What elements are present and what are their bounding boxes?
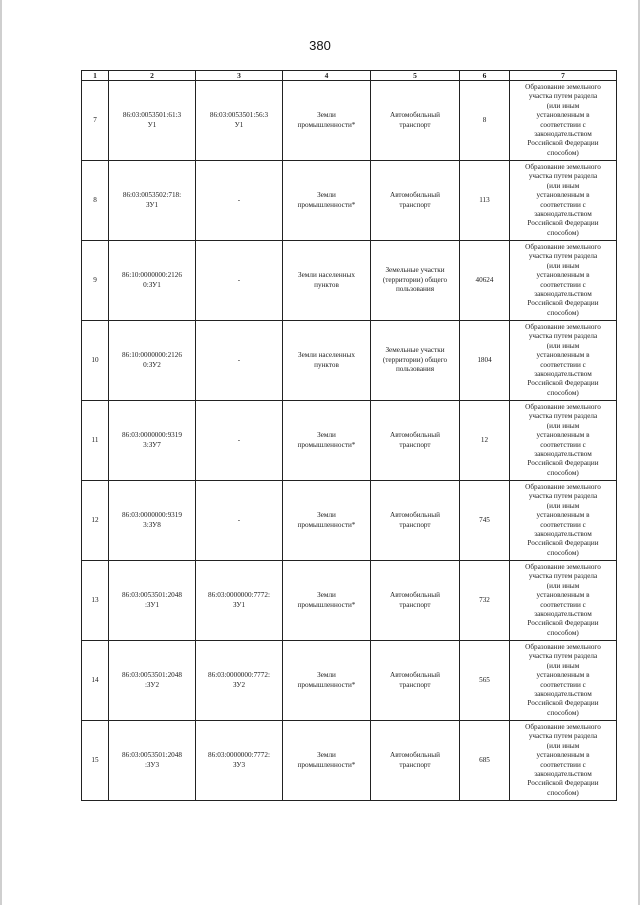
col-header: 2 xyxy=(109,71,196,81)
formation-method-cell: Образование земельного участка путем раздела (или иным установленным в соответствии с законодательством Российской Федерации способом) xyxy=(510,561,617,641)
cadastral-number-cell: 86:10:0000000:2126 0:ЗУ2 xyxy=(109,321,196,401)
formation-method-cell: Образование земельного участка путем раздела (или иным установленным в соответствии с законодательством Российской Федерации способом) xyxy=(510,721,617,801)
area-cell: 40624 xyxy=(460,241,510,321)
area-cell: 745 xyxy=(460,481,510,561)
formation-method-cell: Образование земельного участка путем раздела (или иным установленным в соответствии с законодательством Российской Федерации способом) xyxy=(510,81,617,161)
col-header: 1 xyxy=(82,71,109,81)
table-body xyxy=(82,81,617,801)
land-category-cell: Земли промышленности* xyxy=(283,81,371,161)
row-number-cell: 9 xyxy=(82,241,109,321)
source-plot-cell: - xyxy=(196,401,283,481)
col-header: 7 xyxy=(510,71,617,81)
formation-method-cell: Образование земельного участка путем раздела (или иным установленным в соответствии с законодательством Российской Федерации способом) xyxy=(510,161,617,241)
area-cell: 565 xyxy=(460,641,510,721)
land-category-cell: Земли населенных пунктов xyxy=(283,321,371,401)
permitted-use-cell: Автомобильный транспорт xyxy=(371,81,460,161)
table-header-row xyxy=(82,71,617,81)
source-plot-cell: 86:03:0053501:56:3 У1 xyxy=(196,81,283,161)
col-header: 5 xyxy=(371,71,460,81)
row-number-cell: 10 xyxy=(82,321,109,401)
permitted-use-cell: Автомобильный транспорт xyxy=(371,161,460,241)
area-cell: 1804 xyxy=(460,321,510,401)
cadastral-number-cell: 86:03:0053501:2048 :ЗУ3 xyxy=(109,721,196,801)
table-row xyxy=(82,161,617,241)
col-header: 3 xyxy=(196,71,283,81)
area-cell: 12 xyxy=(460,401,510,481)
source-plot-cell: 86:03:0000000:7772: ЗУ1 xyxy=(196,561,283,641)
formation-method-cell: Образование земельного участка путем раздела (или иным установленным в соответствии с законодательством Российской Федерации способом) xyxy=(510,641,617,721)
permitted-use-cell: Автомобильный транспорт xyxy=(371,481,460,561)
land-category-cell: Земли промышленности* xyxy=(283,481,371,561)
cadastral-number-cell: 86:03:0053502:718: ЗУ1 xyxy=(109,161,196,241)
source-plot-cell: 86:03:0000000:7772: ЗУ3 xyxy=(196,721,283,801)
col-header: 6 xyxy=(460,71,510,81)
table-row xyxy=(82,641,617,721)
col-header: 4 xyxy=(283,71,371,81)
permitted-use-cell: Автомобильный транспорт xyxy=(371,721,460,801)
source-plot-cell: - xyxy=(196,321,283,401)
table-row xyxy=(82,561,617,641)
row-number-cell: 13 xyxy=(82,561,109,641)
land-category-cell: Земли промышленности* xyxy=(283,401,371,481)
permitted-use-cell: Автомобильный транспорт xyxy=(371,401,460,481)
cadastral-number-cell: 86:03:0053501:2048 :ЗУ1 xyxy=(109,561,196,641)
permitted-use-cell: Земельные участки (территории) общего пользования xyxy=(371,241,460,321)
row-number-cell: 11 xyxy=(82,401,109,481)
permitted-use-cell: Автомобильный транспорт xyxy=(371,641,460,721)
land-category-cell: Земли промышленности* xyxy=(283,641,371,721)
land-category-cell: Земли промышленности* xyxy=(283,721,371,801)
row-number-cell: 8 xyxy=(82,161,109,241)
cadastral-number-cell: 86:03:0053501:61:3 У1 xyxy=(109,81,196,161)
table-row xyxy=(82,81,617,161)
row-number-cell: 14 xyxy=(82,641,109,721)
cadastral-number-cell: 86:03:0053501:2048 :ЗУ2 xyxy=(109,641,196,721)
land-category-cell: Земли промышленности* xyxy=(283,161,371,241)
table-row xyxy=(82,481,617,561)
source-plot-cell: - xyxy=(196,161,283,241)
land-category-cell: Земли промышленности* xyxy=(283,561,371,641)
permitted-use-cell: Земельные участки (территории) общего пользования xyxy=(371,321,460,401)
land-plots-table xyxy=(81,70,617,801)
cadastral-number-cell: 86:03:0000000:9319 3:ЗУ7 xyxy=(109,401,196,481)
source-plot-cell: 86:03:0000000:7772: ЗУ2 xyxy=(196,641,283,721)
row-number-cell: 15 xyxy=(82,721,109,801)
table-row xyxy=(82,241,617,321)
area-cell: 113 xyxy=(460,161,510,241)
source-plot-cell: - xyxy=(196,481,283,561)
table-row xyxy=(82,321,617,401)
cadastral-number-cell: 86:03:0000000:9319 3:ЗУ8 xyxy=(109,481,196,561)
table-row xyxy=(82,401,617,481)
land-category-cell: Земли населенных пунктов xyxy=(283,241,371,321)
cadastral-number-cell: 86:10:0000000:2126 0:ЗУ1 xyxy=(109,241,196,321)
area-cell: 732 xyxy=(460,561,510,641)
formation-method-cell: Образование земельного участка путем раздела (или иным установленным в соответствии с законодательством Российской Федерации способом) xyxy=(510,401,617,481)
formation-method-cell: Образование земельного участка путем раздела (или иным установленным в соответствии с законодательством Российской Федерации способом) xyxy=(510,241,617,321)
permitted-use-cell: Автомобильный транспорт xyxy=(371,561,460,641)
formation-method-cell: Образование земельного участка путем раздела (или иным установленным в соответствии с законодательством Российской Федерации способом) xyxy=(510,481,617,561)
row-number-cell: 12 xyxy=(82,481,109,561)
area-cell: 8 xyxy=(460,81,510,161)
scan-edge-left xyxy=(0,0,2,905)
table-row xyxy=(82,721,617,801)
area-cell: 685 xyxy=(460,721,510,801)
formation-method-cell: Образование земельного участка путем раздела (или иным установленным в соответствии с законодательством Российской Федерации способом) xyxy=(510,321,617,401)
source-plot-cell: - xyxy=(196,241,283,321)
page-number: 380 xyxy=(309,38,331,53)
row-number-cell: 7 xyxy=(82,81,109,161)
